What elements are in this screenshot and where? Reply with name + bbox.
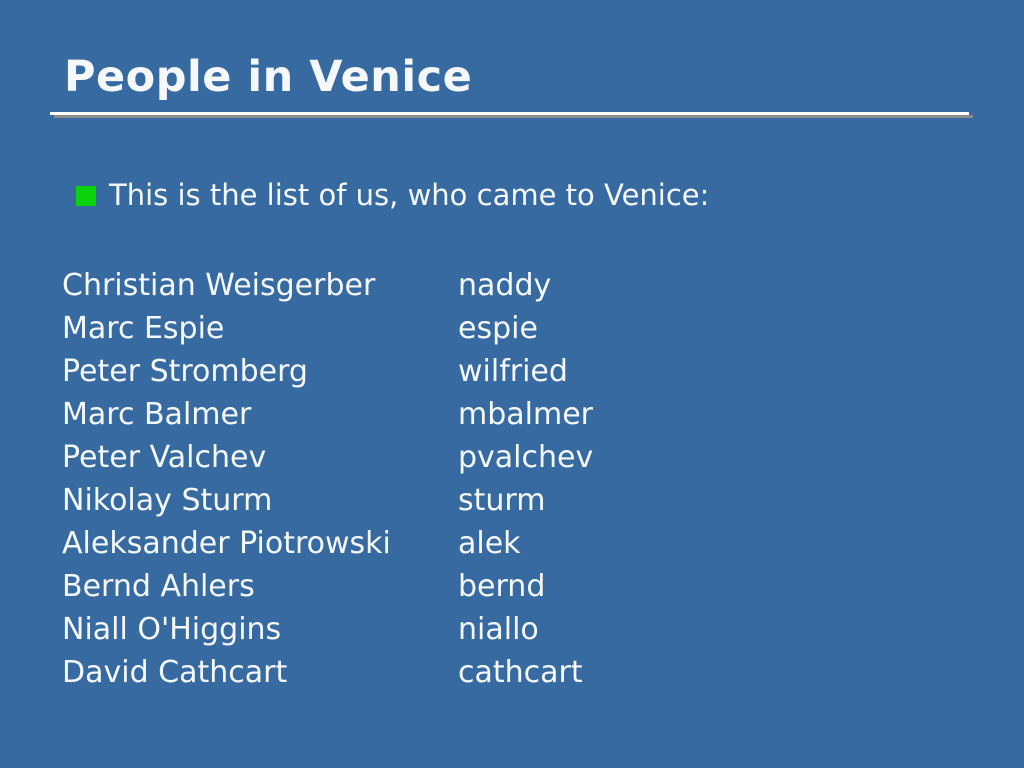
attendee-name: Aleksander Piotrowski	[62, 526, 391, 561]
list-item	[62, 350, 962, 393]
attendee-name: David Cathcart	[62, 655, 288, 690]
attendee-username: wilfried	[458, 354, 568, 389]
attendee-list	[62, 264, 962, 694]
attendee-name: Bernd Ahlers	[62, 569, 255, 604]
attendee-username: pvalchev	[458, 440, 594, 475]
attendee-name: Marc Espie	[62, 311, 225, 346]
attendee-name: Christian Weisgerber	[62, 268, 376, 303]
list-item	[62, 264, 962, 307]
title-underline-shadow	[54, 115, 973, 118]
attendee-username: alek	[458, 526, 521, 561]
attendee-username: naddy	[458, 268, 552, 303]
attendee-name: Niall O'Higgins	[62, 612, 282, 647]
list-item	[62, 479, 962, 522]
attendee-name: Marc Balmer	[62, 397, 252, 432]
attendee-name: Peter Stromberg	[62, 354, 308, 389]
attendee-username: niallo	[458, 612, 539, 647]
list-item	[62, 565, 962, 608]
list-item	[62, 307, 962, 350]
attendee-name: Peter Valchev	[62, 440, 267, 475]
list-item	[62, 522, 962, 565]
bullet-square-icon	[76, 186, 96, 206]
bullet-line	[76, 176, 709, 214]
slide-title: People in Venice	[64, 52, 473, 102]
list-item	[62, 436, 962, 479]
attendee-username: cathcart	[458, 655, 583, 690]
list-item	[62, 608, 962, 651]
list-item	[62, 393, 962, 436]
title-underline	[50, 112, 973, 120]
bullet-text: This is the list of us, who came to Venice:	[109, 178, 710, 212]
attendee-username: espie	[458, 311, 538, 346]
attendee-username: mbalmer	[458, 397, 593, 432]
attendee-username: bernd	[458, 569, 546, 604]
attendee-username: sturm	[458, 483, 546, 518]
attendee-name: Nikolay Sturm	[62, 483, 273, 518]
list-item	[62, 651, 962, 694]
